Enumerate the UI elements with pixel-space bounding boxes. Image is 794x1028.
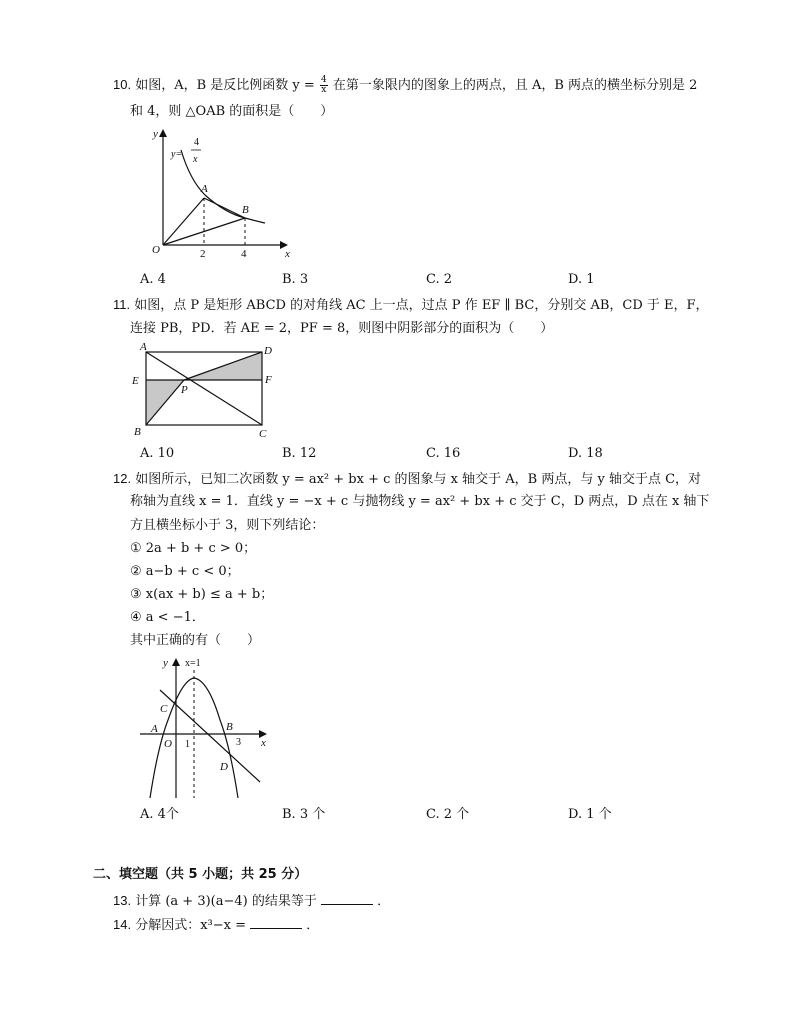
q13-end: ． bbox=[377, 894, 391, 909]
q12-line-3: 方且横坐标小于 3，则下列结论： bbox=[130, 518, 325, 533]
q10-number: 10. bbox=[113, 77, 132, 92]
q10-line-2: 和 4，则 △OAB 的面积是（ ） bbox=[130, 104, 334, 119]
q14-answer-blank[interactable] bbox=[250, 916, 302, 929]
q12-conclusion-2: ② a−b + c < 0； bbox=[130, 564, 240, 579]
q12-number: 12. bbox=[113, 471, 132, 486]
q12-label-a: A bbox=[151, 723, 158, 735]
q10-tick-4: 4 bbox=[241, 248, 247, 260]
q10-x-axis-label: x bbox=[285, 248, 290, 260]
q10-origin-label: O bbox=[152, 244, 160, 256]
q10-fraction: $\frac{4}{x}$ bbox=[320, 75, 327, 95]
q11-option-b[interactable]: B. 12 bbox=[282, 446, 317, 461]
q10-option-c[interactable]: C. 2 bbox=[426, 272, 453, 287]
q12-tick-1: 1 bbox=[185, 739, 190, 750]
q11-label-e: E bbox=[132, 375, 139, 387]
q14-end: ． bbox=[306, 918, 320, 933]
q12-line-1 bbox=[113, 470, 701, 489]
section-2-title: 二、填空题（共 5 小题；共 25 分） bbox=[93, 867, 308, 882]
q11-option-a[interactable]: A. 10 bbox=[140, 446, 175, 461]
q11-option-c[interactable]: C. 16 bbox=[426, 446, 461, 461]
q12-question: 其中正确的有（ ） bbox=[130, 633, 261, 648]
q10-point-a-label: A bbox=[201, 183, 208, 195]
q12-conclusion-1: ① 2a + b + c > 0； bbox=[130, 541, 257, 556]
q12-text-1: 如图所示，已知二次函数 y = ax² + bx + c 的图象与 x 轴交于 A，B 两点，与 y 轴交于点 C，对 bbox=[135, 472, 702, 487]
q12-conclusion-3: ③ x(ax + b) ≤ a + b； bbox=[130, 587, 274, 602]
q12-option-b[interactable]: B. 3 个 bbox=[282, 807, 326, 822]
q10-line-1 bbox=[113, 76, 697, 95]
q10-func-num: 4 bbox=[194, 137, 199, 148]
q12-label-d: D bbox=[220, 761, 228, 773]
q12-label-c: C bbox=[160, 703, 168, 715]
q12-origin-label: O bbox=[164, 738, 172, 750]
q13-answer-blank[interactable] bbox=[321, 892, 373, 905]
q11-label-b: B bbox=[134, 426, 141, 438]
q11-label-f: F bbox=[265, 374, 272, 386]
q10-y-axis-label: y bbox=[153, 128, 158, 140]
q11-number: 11. bbox=[113, 297, 131, 312]
q13-number: 13. bbox=[113, 893, 132, 908]
q11-label-p: P bbox=[181, 384, 188, 396]
q10-text-post: 在第一象限内的图象上的两点，且 A，B 两点的横坐标分别是 2 bbox=[332, 78, 698, 93]
q11-text-1: 如图，点 P 是矩形 ABCD 的对角线 AC 上一点，过点 P 作 EF ∥ BC，分别交 AB，CD 于 E，F， bbox=[134, 298, 709, 313]
q12-tick-3: 3 bbox=[236, 737, 241, 748]
q10-figure bbox=[135, 125, 305, 260]
q13-text: 计算 (a + 3)(a−4) 的结果等于 bbox=[135, 894, 317, 909]
q11-option-d[interactable]: D. 18 bbox=[568, 446, 603, 461]
q12-line-2: 称轴为直线 x = 1．直线 y = −x + c 与抛物线 y = ax² + bx + c 交于 C，D 两点，D 点在 x 轴下 bbox=[130, 494, 710, 509]
q10-option-b[interactable]: B. 3 bbox=[282, 272, 309, 287]
q11-line-1 bbox=[113, 296, 709, 315]
q11-label-c: C bbox=[259, 428, 267, 440]
q12-symmetry-label: x=1 bbox=[185, 658, 201, 669]
q12-option-d[interactable]: D. 1 个 bbox=[568, 807, 612, 822]
q10-func-label: y= bbox=[171, 149, 183, 160]
q10-text-pre: 如图，A，B 是反比例函数 y = bbox=[135, 78, 315, 93]
q12-conclusion-4: ④ a < −1． bbox=[130, 610, 205, 625]
q11-label-d: D bbox=[264, 345, 272, 357]
q12-x-axis-label: x bbox=[261, 737, 266, 749]
q12-option-c[interactable]: C. 2 个 bbox=[426, 807, 470, 822]
q12-figure bbox=[138, 650, 278, 800]
q11-figure bbox=[128, 340, 288, 440]
q14-text: 分解因式：x³−x = bbox=[135, 918, 247, 933]
q12-label-b: B bbox=[226, 721, 233, 733]
q10-option-a[interactable]: A. 4 bbox=[140, 272, 166, 287]
q12-option-a[interactable]: A. 4个 bbox=[140, 807, 179, 822]
q14-number: 14. bbox=[113, 917, 132, 932]
q11-label-a: A bbox=[140, 341, 147, 353]
q10-option-d[interactable]: D. 1 bbox=[568, 272, 595, 287]
q10-tick-2: 2 bbox=[200, 248, 206, 260]
q10-func-den: x bbox=[193, 154, 198, 165]
q12-y-axis-label: y bbox=[163, 657, 168, 669]
q10-point-b-label: B bbox=[242, 204, 249, 216]
q14-line bbox=[113, 916, 319, 935]
q11-line-2: 连接 PB，PD．若 AE = 2，PF = 8，则图中阴影部分的面积为（ ） bbox=[130, 321, 554, 336]
q13-line bbox=[113, 892, 390, 911]
